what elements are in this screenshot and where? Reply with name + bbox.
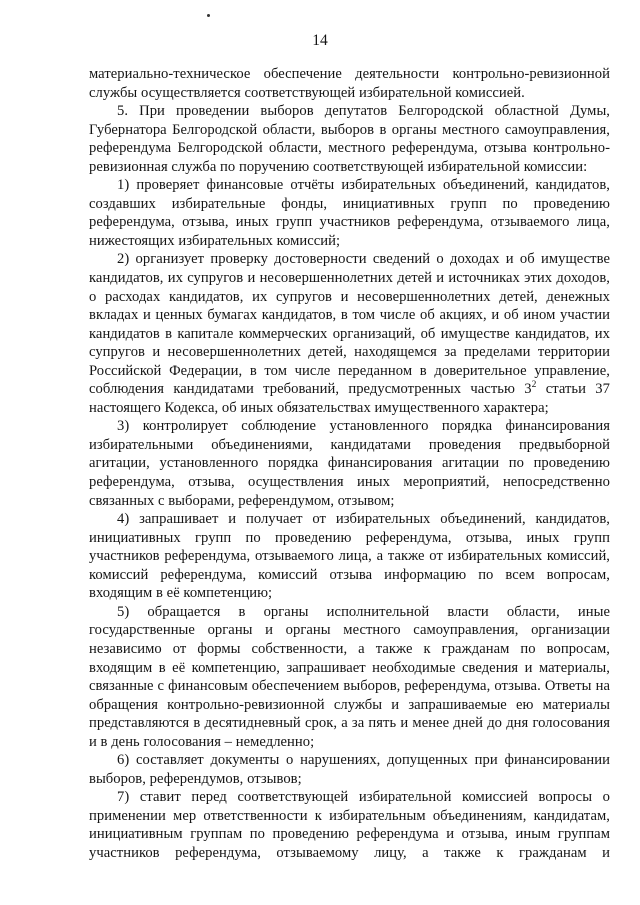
subitem-2-superscript: 2 — [531, 380, 537, 391]
paragraph-subitem-3: 3) контролирует соблюдение установленного порядка финансирования избирательными объединениями, кандидатами проведения предвыборной агитации, установленного порядка финансирования агитации по проведению референдума, отзыва, осуществления иных мероприятий, непосредственно связанных с выборами, референдумом, отзывом; — [89, 418, 610, 509]
document-body — [89, 65, 610, 863]
paragraph-subitem-1: 1) проверяет финансовые отчёты избирательных объединений, кандидатов, создавших избирательные фонды, инициативных групп по проведению референдума, отзыва, иных групп участников референдума, отзываемого лица, нижестоящих избирательных комиссий; — [89, 177, 610, 249]
paragraph-subitem-6: 6) составляет документы о нарушениях, допущенных при финансировании выборов, референдумов, отзывов; — [89, 752, 610, 787]
paragraph-intro: материально-техническое обеспечение деятельности контрольно-ревизионной службы осуществляется соответствующей избирательной комиссией. — [89, 66, 610, 101]
page-number: 14 — [312, 32, 328, 49]
paragraph-subitem-4: 4) запрашивает и получает от избирательных объединений, кандидатов, инициативных групп по проведению референдума, отзыва, иных групп участников референдума, отзываемого лица, а также от избирательных комиссий, комиссий референдума, комиссий отзыва информацию по всем вопросам, входящим в её компетенцию; — [89, 511, 610, 602]
paragraph-item-5: 5. При проведении выборов депутатов Белгородской областной Думы, Губернатора Белгородской области, выборов в органы местного самоуправления, референдума Белгородской области, местного референдума, отзыва контрольно-ревизионная служба по поручению соответствующей избирательной комиссии: — [89, 103, 610, 175]
subitem-2-text-start: 2) организует проверку достоверности сведений о доходах и об имуществе кандидатов, их супругов и несовершеннолетних детей и источниках этих доходов, о расходах кандидатов, их супругов и несовершеннолетних детей, денежных вкладах и ценных бумагах кандидатов, в том числе об акциях, и об ином участии кандидатов в капитале коммерческих организаций, об имуществе кандидатов, их супругов и несовершеннолетних детей, находящемся за пределами территории Российской Федерации, в том числе переданном в доверительное управление, соблюдения кандидатами требований, предусмотренных частью 3 — [89, 251, 610, 398]
scan-speck — [207, 14, 210, 17]
paragraph-subitem-5: 5) обращается в органы исполнительной власти области, иные государственные органы и органы местного самоуправления, организации независимо от формы собственности, а также к гражданам по вопросам, входящим в её компетенцию, запрашивает необходимые сведения и материалы, связанные с финансовым обеспечением выборов, референдума, отзыва. Ответы на обращения контрольно-ревизионной службы и запрашиваемые ею материалы представляются в десятидневный срок, а за пять и менее дней до дня голосования и в день голосования – немедленно; — [89, 603, 610, 750]
paragraph-subitem-7: 7) ставит перед соответствующей избирательной комиссией вопросы о применении мер ответственности к избирательным объединениям, кандидатам, инициативным группам по проведению референдума и отзыва, иным группам участников референдума, отзываемому лицу, а также к гражданам и — [89, 789, 610, 861]
subitem-2-text-end: статьи 37 настоящего Кодекса, об иных обязательствах имущественного характера; — [89, 381, 610, 416]
paragraph-subitem-2 — [89, 250, 610, 417]
